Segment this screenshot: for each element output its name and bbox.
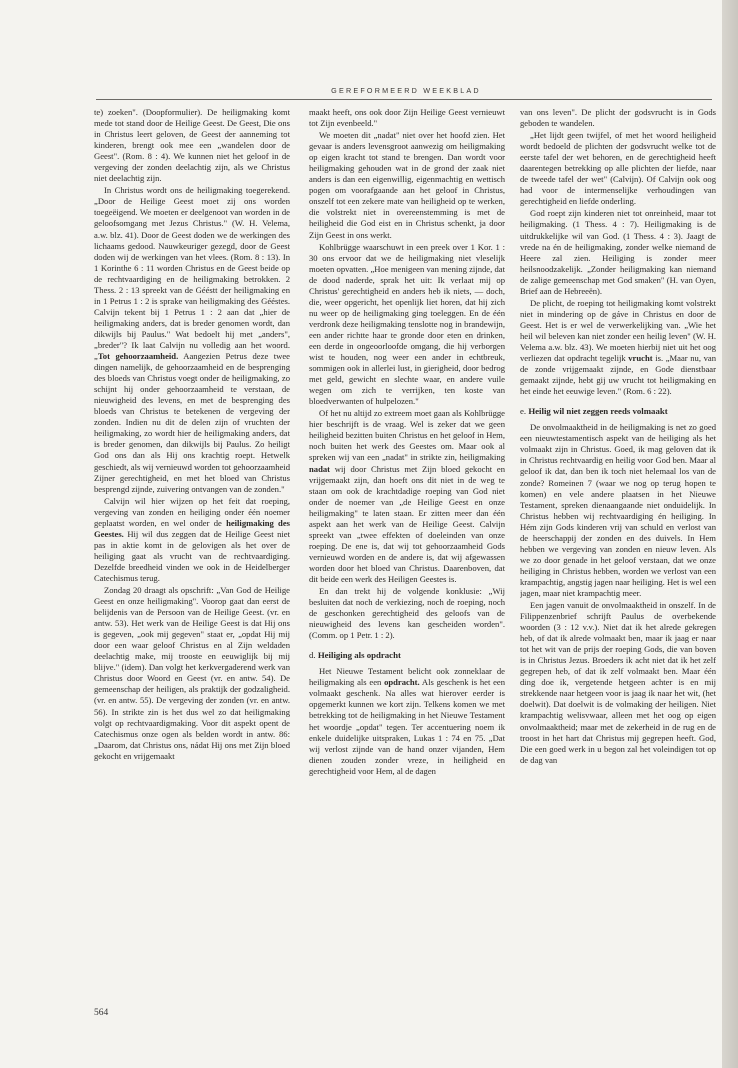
paragraph: maakt heeft, ons ook door Zijn Heilige Geest vernieuwt tot Zijn evenbeeld.": [309, 107, 505, 129]
heading-letter: d.: [309, 650, 316, 661]
paragraph-text: In Christus wordt ons de heiligmaking toegerekend. „Door de Heilige Geest moet zij ons worden toegeëigend. We moeten er deelgenoot van worden in de geloofsomgang met Jezus Christus." (W. H. Velema, a.w. blz. 41). Door de Geest doden we de werkingen des lichaams gedood. Nauwkeuriger gezegd, door de Geest doden wij de werkingen van het vlees. (Rom. 8 : 13). In 1 Korinthe 6 : 11 worden Christus en de Geest beide op de rechtvaardiging en de heiligmaking betrokken. 2 Thess. 2 : 13 spreekt van de Gééstt der heiligmaking en in 1 Petrus 1 : 2 is sprake van heiligmaking des Gééstes. Calvijn tekent bij 1 Petrus 1 : 2 aan dat „hier de heiligmaking anders, dat is breder genomen wordt, dan dikwijls bij Paulus." Wat bedoelt hij met „anders", „breder"? Ik laat Calvijn nu volledig aan het woord. „: [94, 185, 290, 362]
paragraph-text: Calvijn wil hier wijzen op het feit dat roeping, vergeving van zonden en heiliging onder één noemer geplaatst worden, en wel onder de: [94, 495, 290, 528]
section-heading-e: [520, 406, 716, 417]
paragraph-text: De plicht, de roeping tot heiligmaking komt volstrekt niet in mindering op de gáve in Christus en door de Geest. Het is er wel de verwerkelijking van. „Wie het heil wil beleven kan niet zonder een heilig leven" (W. H. Velema a.w. blz. 43). We moeten hierbij niet uit het oog verliezen dat opdracht tegelijk: [520, 297, 716, 364]
column-1: [94, 107, 290, 1005]
emphasis: opdracht.: [384, 677, 420, 688]
header-rule: [96, 99, 712, 100]
paragraph: [309, 666, 505, 776]
emphasis: vrucht: [628, 353, 653, 364]
paragraph: [520, 298, 716, 397]
column-2: [309, 107, 505, 973]
paragraph: Kohlbrügge waarschuwt in een preek over 1 Kor. 1 : 30 ons ervoor dat we de heiligmaking niet vleselijk moeten opvatten. „Hoe menigeen van mening zijnde, dat de dood naderde, sprak het uit: Ik verlaat mij op Christus' gerechtigheid en anders heb ik niets, — doch, die, weer opgericht, het openlijk liet horen, dat hij zich nu weer op de heiligmaking ging toeleggen. En de één verdronk deze heiligmaking tenslotte nog in brandewijn, een ander richtte haar te gronde door eten en drinken, een derde in ongeoorloofde omgang, die hij verborgen wist te houden, nog weer een ander in echtbreuk, sommigen ook in allerlei lust, in gierigheid, door bedrog met geld, gewicht en slechte waar, en andere vuile wegen om zich te verrijken, ten koste van bloedverwanten of hulpelozen.": [309, 241, 505, 407]
heading-text: Heilig wil niet zeggen reeds volmaakt: [528, 406, 668, 417]
paragraph: Een jagen vanuit de onvolmaaktheid in onszelf. In de Filippenzenbrief schrijft Paulus de overbekende woorden (3 : 12 v.v.). Niet dat ik het alrede gekregen heb, of dat ik alrede volmaakt ben, maar ik jaag er naar tot het wit van de prijs der roeping Gods, die van boven is in Christus Jezus. Broeders ik acht niet dat ik het zelf gegrepen heb, of dat ik zelf volmaakt ben. Maar één ding doe ik, vergetende hetgeen achter is en mij strekkende naar hetgeen voor is jaag ik naar het wit, (het doelwit). Dat doelwit is de volmaking der heiligen. Niet krampachtig welisvwaar, alleen met het oog op eigen onvolmaaktheid; maar met de zekerheid in de rug en de troost in het hart dat Christus mij gegrepen heeft. God, Die een goed werk in u begon zal het voleindigen tot op de dag van: [520, 600, 716, 765]
paragraph: God roept zijn kinderen niet tot onreinheid, maar tot heiligmaking. (1 Thess. 4 : 7). Heiligmaking is de uitdrukkelijke wil van God. (1 Thess. 4 : 3). Jaagt de vrede na én de heiligmaking, zonder welke niemand de Heere zal zien. Heiliging is zonder meer heilsnoodzakelijk. „Zonder heiligmaking kan niemand de zalige gemeenschap met God smaken" (H. van Oyen, Brief aan de Hebreeën).: [520, 208, 716, 296]
heading-text: Heiliging als opdracht: [317, 650, 401, 661]
paragraph-text: Als geschenk is het een volmaakt geschenk. Na alles wat hierover eerder is opgemerkt kunnen we kort zijn. Telkens komen we met betrekking tot de heiligmaking in het Nieuwe Testament het woordje „opdat" tegen. Ter accentuering noem ik enkele duidelijke uitspraken, Lukas 1 : 74 en 75. „Dat wij verlost zijnde van de hand onzer vijanden, Hem dienen zouden zonder vreze, in heiligheid en gerechtigheid voor Hem, al de dagen: [309, 677, 505, 776]
paragraph: [309, 408, 505, 585]
paragraph: van ons leven". De plicht der godsvrucht is in Gods geboden te wandelen.: [520, 107, 716, 129]
emphasis: heiligmaking des Geestes.: [94, 517, 290, 539]
paragraph: [94, 185, 290, 494]
column-3: [520, 107, 716, 997]
paragraph-text: Of het nu altijd zo extreem moet gaan als Kohlbrügge hier beschrijft is de vraag. Wel is zeker dat we geen heiligheid bezitten buiten Christus en het geloof in Hem, noch buiten het werk des Geestes om. Maar ook al spreken wij van een „nadat" in strikte zin, heiligmaking: [309, 408, 505, 463]
paragraph-text: Aangezien Petrus deze twee dingen namelijk, de gehoorzaamheid en de besprenging des bloeds van Christus voegt onder de heiligmaking, zo schijnt hij onder gehoorzaamheid te verstaan, de nieuwigheid des levens, en met de besprenging des bloeds van Christus te betekenen de vergeving der zonden. Indien nu dit de delen zijn of vruchten der heiligmaking, zo wordt hier de heiligmaking anders, dat is breder genomen, dan dikwijls bij Paulus. Zo heiligt God ons dan als Hij ons krachtig roept. Hetwelk geschiedt, als wij vernieuwd worden tot gehoorzaamheid Zijner gerechtigheid, en met het bloed van Christus besprengd zijnde, zuivering ontvangen van de zonden.": [94, 351, 290, 494]
page-edge-shadow: [722, 0, 738, 1068]
paragraph: te) zoeken". (Doopformulier). De heiligmaking komt mede tot stand door de Heilige Geest. De Geest, Die ons in Christus leert geloven, de Geest der aanneming tot kinderen, brengt ook mee een „wandelen door de Geest". (Rom. 8 : 4). We kunnen niet het geloof in de vergeving der zonden deelachtig zijn, als we Christus niet deelachtig zijn.: [94, 107, 290, 184]
paragraph: „Het lijdt geen twijfel, of met het woord heiligheid wordt bedoeld de plichten der godsvrucht welke tot de eerste tafel der wet behoren, en de gerechtigheid heeft daarentegen betrekking op alle plichten der liefde, naar de tweede tafel der wet" (Calvijn). Of Calvijn ook oog had voor de intermenselijke verhoudingen van gerechtigheid en liefde onderling.: [520, 130, 716, 207]
paragraph: De onvolmaaktheid in de heiligmaking is net zo goed een nieuwtestamentisch aspekt van de heiliging als het volmaakt zijn in Christus. Goed, ik mag geloven dat ik in Christus rechtvaardig en heilig voor God ben. Maar al geloof ik dat, dan ben ik toch niet helemaal los van de zonde? Romeinen 7 (waar we nog op terug hopen te komen) en vele andere plaatsen in het Nieuwe Testament, spreken dienaangaande niet onduidelijk. In Christus hebben wij rechtvaardiging én heiliging. In Hém zijn Gods kinderen vrij van schuld en verlost van de heerschappij der zonden en des duivels. In Hem hebben we vergeving van zonden en nieuw leven. Als we zo door genade in het geloof verstaan, dat we onze heiliging in Christus hebben, worden we verlost van een krampachtig, angstig jagen naar heiliging. Het is wel een jagen, maar niet krampachtig meer.: [520, 422, 716, 598]
paragraph: [94, 496, 290, 584]
emphasis: nadat: [309, 463, 331, 474]
paragraph-text: Het Nieuwe Testament belicht ook zonneklaar de heiligmaking als een: [309, 666, 505, 688]
paragraph-text: wij door Christus met Zijn bloed gekocht en vrijgemaakt zijn, dan hoeft ons dit niet in de weg te staan om ook de krachtdadige roeping van God niet onder de noemer van „de Heilige Geest en onze heiligmaking" te laten staan. Er zitten meer dan één aspekt aan het werk van de Heilige Geest. Calvijn spreekt van „twee effekten of doeleinden van onze roeping. De ene is, dat wij tot gehoorzaamheid Gods vernieuwd worden en de andere is, dat wij afgewassen worden door het bloed van Christus. Daarenboven, dat dit beide een werk des Heiligen Geestes is.: [309, 463, 505, 584]
heading-letter: e.: [520, 406, 527, 417]
paragraph: En dan trekt hij de volgende konklusie: „Wij besluiten dat noch de verkiezing, noch de roeping, noch de geschonken gerechtigheid des geloofs van de nieuwigheid des levens kan gescheiden worden". (Comm. op 1 Petr. 1 : 2).: [309, 586, 505, 641]
paragraph-text: is. „Maar nu, van de zonde vrijgemaakt zijnde, en Gode dienstbaar gemaakt zijnde, hebt gij uw vrucht tot heiligmaking en het einde het eeuwige leven." (Rom. 6 : 22).: [520, 353, 716, 397]
running-header: GEREFORMEERD WEEKBLAD: [331, 86, 481, 95]
paragraph: Zondag 20 draagt als opschrift: „Van God de Heilige Geest en onze heiligmaking". Voorop gaat dan eerst de belijdenis van de Persoon van de Heilige Geest. (vr. en antw. 53). Het werk van de Heilige Geest is dat Hij ons is gegeven, „ook mij gegeven" staat er, „opdat Hij mij door een waar geloof Christus en al Zijn weldaden deelachtig make, mij trooste en eeuwiglijk bij mij blijve." (idem). Dan volgt het kerkvergaderend werk van Christus door Woord en Geest (vr. en antw. 54). De gemeenschap der heiligen, als praktijk der godzaligheid. (vr. en antw. 55). De vergeving der zonden (vr. en antw. 56). In strikte zin is het dus wel zo dat heiligmaking volgt op rechtvaardigmaking. Voor dit aspekt opent de Catechismus onze ogen als belden wordt in antw. 86: „Daarom, dat Christus ons, nádat Hij ons met Zijn bloed gekocht en vrijgemaakt: [94, 585, 290, 761]
emphasis: Tot gehoorzaamheid.: [97, 351, 179, 362]
section-heading-d: [309, 650, 505, 661]
paragraph: We moeten dit „nadat" niet over het hoofd zien. Het gevaar is anders levensgroot aanwezig om heiligmaking op eigen kracht tot stand te brengen. Dan wordt voor heiligmaking gehouden wat in de grond der zaak niet anders is dan een eigenwillig, eigenmachtig en wettisch pogen om voorafgaande aan het geloof in Christus, onszelf tot een zekere mate van heiligheid op te werken, die volstrekt niet in overeenstemming is met de heiligheid die God eist en in Christus schenkt, ja door Zijn Geest in ons werkt.: [309, 130, 505, 240]
page-number: 564: [94, 1008, 109, 1018]
paragraph-text: Hij wil dus zeggen dat de Heilige Geest niet pas in aktie komt in de gelovigen als het over de heiliging gaat als vrucht van de rechtvaardiging. Dezelfde breedheid vinden we ook in de Heidelberger Catechismus terug.: [94, 528, 290, 583]
